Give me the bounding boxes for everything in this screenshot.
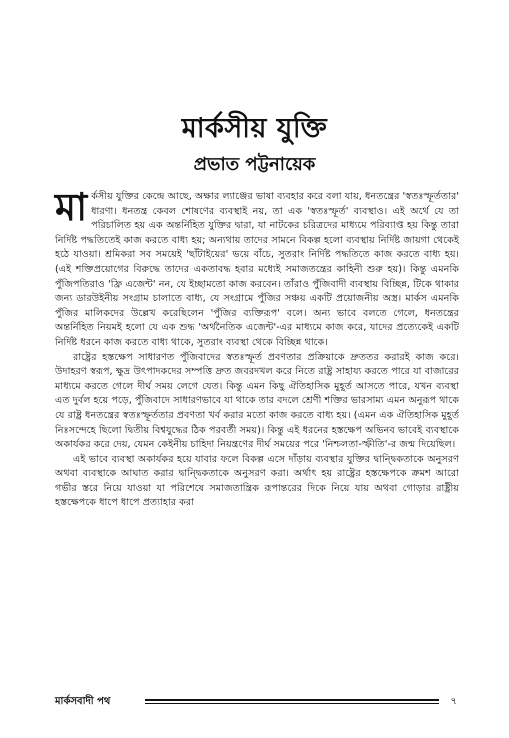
footer-rule-thick xyxy=(145,699,439,701)
page-number: ৭ xyxy=(450,696,457,707)
page-footer xyxy=(55,693,459,711)
drop-cap: মা xyxy=(55,185,88,229)
paragraph-1 xyxy=(55,185,459,351)
journal-name: মার্কসবাদী পথ xyxy=(55,696,111,707)
article-title: মার্কসীয় যুক্তি xyxy=(181,113,328,144)
paragraph-1-text: র্কসীয় যুক্তির কেন্দ্রে আছে, অক্ষার ল্যাঞ্জের ভাষা ব্যবহার করে বলা যায়, ধনতন্ত্রের 'স্বতঃস্ফূর্ততার' ধারণা। ধনতন্ত্র কেবল শোষণের ব্যবস্থাই নয়, তা এক 'স্বতঃস্ফূর্ত' ব্যবস্থাও। এই অর্থে যে তা পরিচালিত হয় এক অন্তর্নিহিত যুক্তির দ্বারা, যা নাটকের চরিত্রদের মাধ্যমে পরিব্যাপ্ত হয় কিন্তু তারা নির্দিষ্ট পদ্ধতিতেই কাজ করতে বাধ্য হয়; অন্যথায় তাদের সামনে বিকল্প হলো ব্যবস্থায় নির্দিষ্ট জায়গা থেকেই হঠে যাওয়া। শ্রমিকরা সব সময়েই 'ছাঁটাইয়ের' ভয়ে বাঁচে, সুতরাং নির্দিষ্ট পদ্ধতিতে কাজ করতে বাধ্য হয়। (এই শক্তিপ্রয়োগের বিরুদ্ধে তাদের একতাবদ্ধ হবার মধ্যেই সমাজতন্ত্রের কাহিনী শুরু হয়)। কিন্তু এমনকি পুঁজিপতিরাও 'ফ্রি এজেন্ট' নন, যে ইচ্ছামতো কাজ করবেন। তাঁরাও পুঁজিবাদী ব্যবস্থায় বিচ্ছিন্ন, টিকে থাকার জন্য ডারউইনীয় সংগ্রাম চালাতে বাধ্য, যে সংগ্রামে পুঁজির সঞ্চয় একটি প্রয়োজনীয় অস্ত্র। মার্কস এমনকি পুঁজির মালিকদের উল্লেখ করেছিলেন 'পুঁজির ব্যক্তিরূপ' বলে। অন্য ভাবে বলতে গেলে, ধনতন্ত্রের অন্তর্নিহিত নিয়মই হলো যে এক শুদ্ধ 'অর্থনৈতিক এজেন্ট'-এর মাধ্যমে কাজ করে, যাদের প্রত্যেকেই একটি নির্দিষ্ট ধরনে কাজ করতে বাধ্য থাকে, সুতরাং ব্যবস্থা থেকে বিচ্ছিন্ন থাকে। xyxy=(55,191,459,348)
article-body xyxy=(55,185,459,511)
paragraph-3: এই ভাবে ব্যবস্থা অকার্যকর হয়ে যাবার ফলে বিকল্প এসে দাঁড়ায় ব্যবস্থার যুক্তির দ্বান্দ্বিকতাকে অনুসরণ অথবা ব্যবস্থাকে আঘাত করার দ্বান্দ্বিকতাকে অনুসরণ করা। অর্থাৎ হয় রাষ্ট্রের হস্তক্ষেপকে ক্রমশ আরো গভীর স্তরে নিয়ে যাওয়া যা পরিশেষে সমাজতান্ত্রিক রূপান্তরের দিকে নিয়ে যায় অথবা গোড়ার রাষ্ট্রীয় হস্তক্ষেপকে ধাপে ধাপে প্রত্যাহার করা xyxy=(55,453,459,509)
article-author: প্রভাত পট্টনায়েক xyxy=(193,154,316,175)
paragraph-2: রাষ্ট্রের হস্তক্ষেপ সাধারণত পুঁজিবাদের স্বতঃস্ফূর্ত প্রবণতার প্রক্রিয়াকে দ্রুততর করারই কাজ করে। উদাহরণ স্বরূপ, ক্ষুদ্র উৎপাদকদের সম্পত্তি দ্রুত জবরদখল করে নিতে রাষ্ট্র সাহায্য করতে পারে যা বাজারের মাধ্যমে করতে গেলে দীর্ঘ সময় লেগে যেত। কিন্তু এমন কিছু ঐতিহাসিক মুহূর্ত আসতে পারে, যখন ব্যবস্থা এত দুর্বল হয়ে পড়ে, পুঁজিবাদে সাধারণভাবে যা থাকে তার বদলে শ্রেণী শক্তির ভারসাম্য এমন অনুরূপ থাকে যে রাষ্ট্র ধনতন্ত্রের স্বতঃস্ফূর্ততার প্রবণতা খর্ব করার মতো কাজ করতে বাধ্য হয়। (এমন এক ঐতিহাসিক মুহূর্ত নিঃসন্দেহে ছিলো দ্বিতীয় বিশ্বযুদ্ধের ঠিক পরবর্তী সময়)। কিন্তু এই ধরনের হস্তক্ষেপ অভিনব ভাবেই ব্যবস্থাকে অকার্যকর করে দেয়, যেমন কেইনীয় চাহিদা নিয়ন্ত্রণের দীর্ঘ সময়ের পরে 'নিশ্চলতা-স্ফীতি'-র জন্ম দিয়েছিল। xyxy=(55,351,459,451)
footer-rule-thin xyxy=(145,703,439,704)
